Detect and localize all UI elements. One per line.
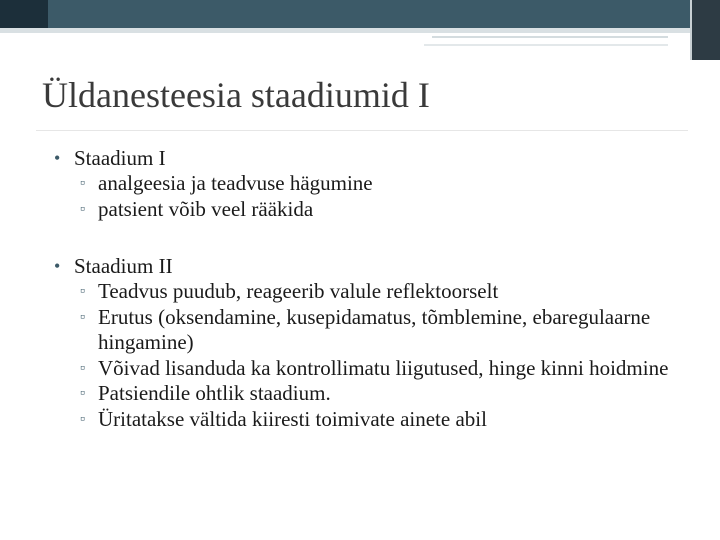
square-bullet-icon: ▫: [80, 176, 85, 191]
square-bullet-icon: ▫: [80, 360, 85, 376]
header-bar: [0, 0, 720, 28]
sub-bullet-text: patsient võib veel rääkida: [98, 196, 314, 221]
bullet-group: [50, 145, 680, 222]
sub-bullet: [50, 197, 680, 223]
square-bullet-icon: ▫: [80, 309, 85, 325]
square-bullet-icon: ▫: [80, 411, 85, 427]
sub-bullet-text: Võivad lisanduda ka kontrollimatu liigutused, hinge kinni hoidmine: [98, 355, 669, 380]
sub-bullet: [50, 305, 680, 356]
square-bullet-icon: ▫: [80, 386, 85, 401]
bullet-dot-icon: •: [54, 148, 61, 168]
sub-bullet-text: Erutus (oksendamine, kusepidamatus, tõmblemine, ebaregulaarne hingamine): [98, 304, 651, 354]
square-bullet-icon: ▫: [80, 284, 85, 299]
title-divider: [36, 130, 688, 131]
sub-bullet: [50, 356, 680, 382]
bullet-heading: [50, 253, 680, 279]
bullet-group: [50, 253, 680, 432]
sub-bullet-text: analgeesia ja teadvuse hägumine: [98, 171, 373, 195]
decorative-line: [424, 44, 668, 46]
corner-block: [692, 0, 720, 60]
square-bullet-icon: ▫: [80, 201, 85, 217]
sub-bullet: [50, 407, 680, 433]
slide-content: [50, 145, 680, 463]
bullet-dot-icon: •: [54, 256, 61, 276]
sub-bullet-text: Teadvus puudub, reageerib valule reflektoorselt: [98, 279, 499, 303]
bullet-heading-text: Staadium II: [74, 254, 173, 278]
sub-bullet-text: Patsiendile ohtlik staadium.: [98, 381, 331, 405]
sub-bullet-list: [50, 279, 680, 432]
slide-title: Üldanesteesia staadiumid I: [42, 75, 430, 115]
header-accent: [0, 0, 48, 28]
sub-bullet: [50, 381, 680, 407]
bullet-heading-text: Staadium I: [74, 146, 166, 170]
sub-bullet-list: [50, 171, 680, 222]
header-strip: [0, 28, 720, 33]
decorative-line: [432, 36, 668, 38]
sub-bullet-text: Üritatakse vältida kiiresti toimivate ainete abil: [98, 406, 487, 431]
bullet-heading: [50, 145, 680, 171]
sub-bullet: [50, 279, 680, 305]
sub-bullet: [50, 171, 680, 197]
